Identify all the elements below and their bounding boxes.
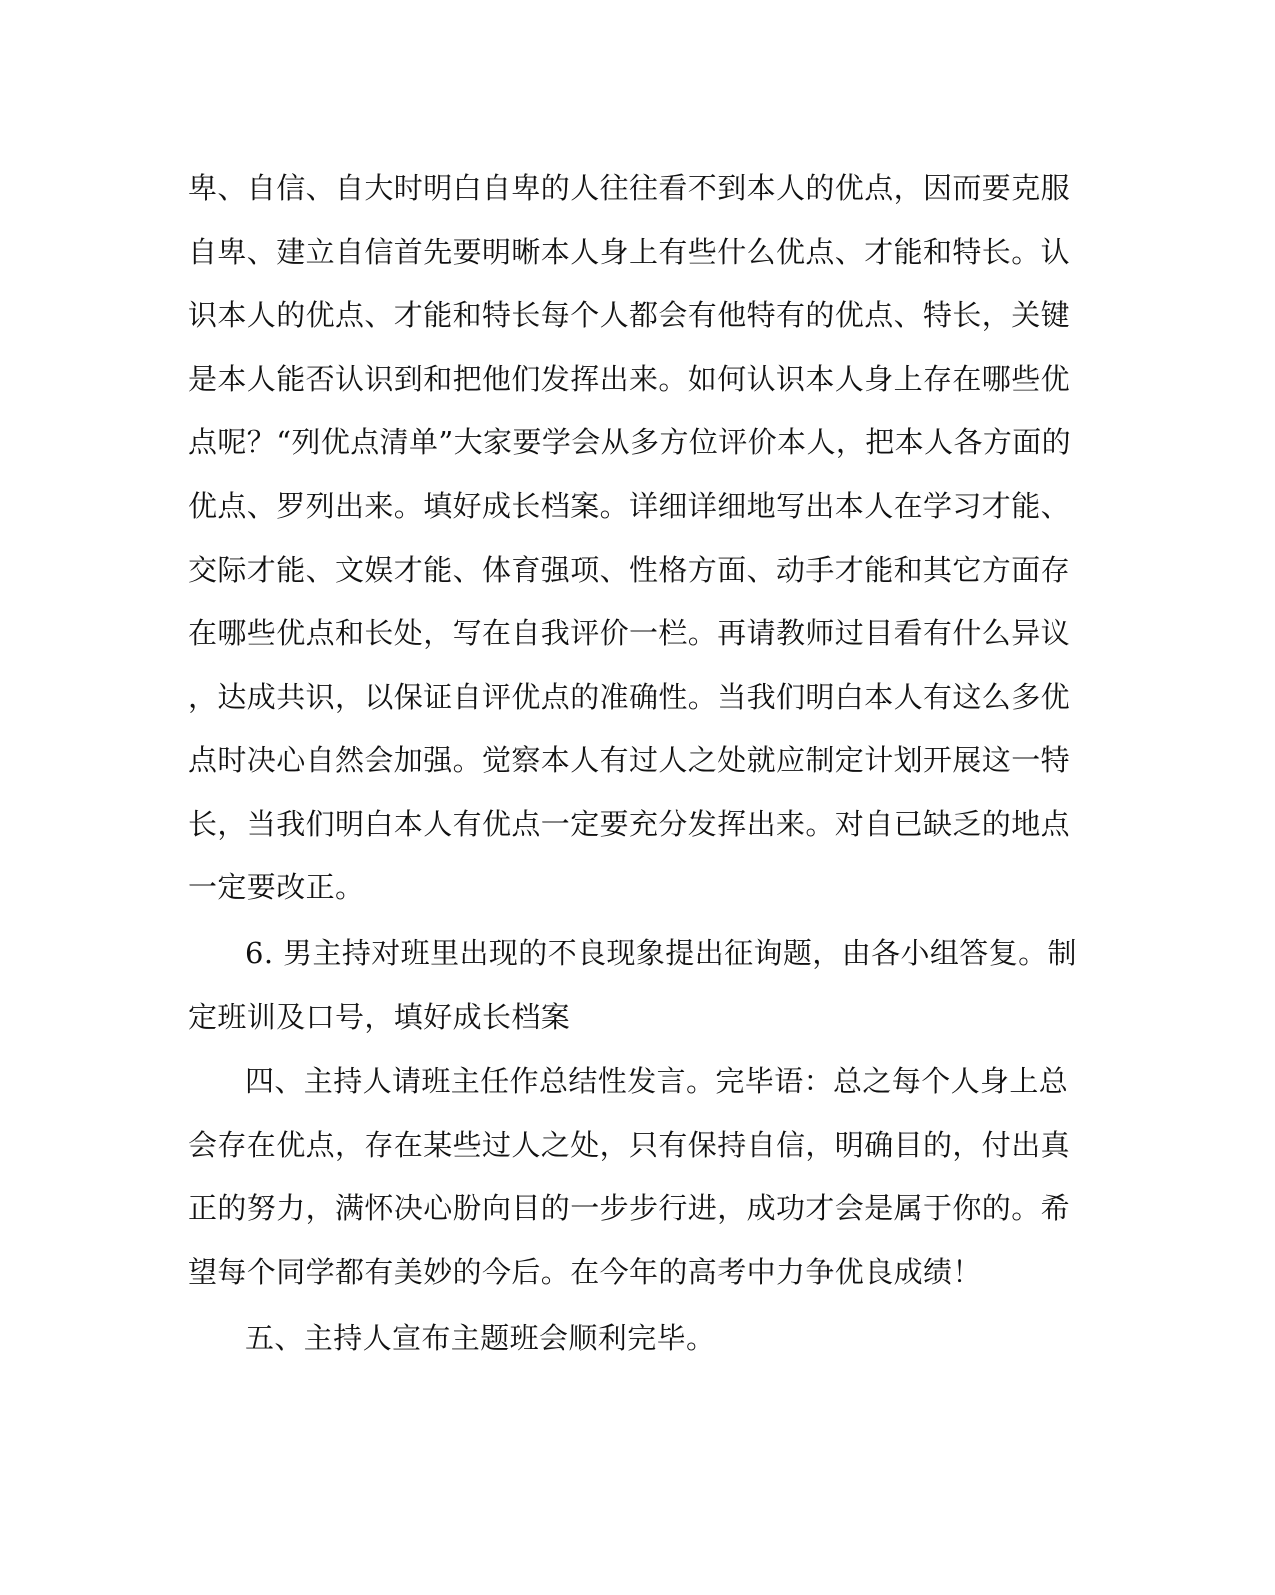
paragraph-1-line-2: 自卑、建立自信首先要明晰本人身上有些什么优点、才能和特长。认 [188,235,1071,269]
paragraph-3-line-4: 望每个同学都有美妙的今后。在今年的高考中力争优良成绩！ [188,1255,982,1289]
paragraph-1-line-10: 点时决心自然会加强。觉察本人有过人之处就应制定计划开展这一特 [188,743,1071,777]
paragraph-1-line-12: 一定要改正。 [188,870,365,904]
paragraph-1-line-4: 是本人能否认识到和把他们发挥出来。如何认识本人身上存在哪些优 [188,362,1071,396]
paragraph-1-line-7: 交际才能、文娱才能、体育强项、性格方面、动手才能和其它方面存 [188,553,1071,587]
paragraph-3-line-1: 四、主持人请班主任作总结性发言。完毕语：总之每个人身上总 [245,1064,1069,1098]
paragraph-4-line-1: 五、主持人宣布主题班会顺利完毕。 [245,1321,716,1355]
paragraph-2-line-1: 6. 男主持对班里出现的不良现象提出征询题，由各小组答复。制 [245,936,1077,970]
paragraph-1-line-3: 识本人的优点、才能和特长每个人都会有他特有的优点、特长，关键 [188,298,1071,332]
paragraph-1-line-8: 在哪些优点和长处，写在自我评价一栏。再请教师过目看有什么异议 [188,616,1071,650]
paragraph-1-line-1: 卑、自信、自大时明白自卑的人往往看不到本人的优点，因而要克服 [188,171,1071,205]
paragraph-3-line-2: 会存在优点，存在某些过人之处，只有保持自信，明确目的，付出真 [188,1128,1071,1162]
paragraph-1-line-9: ，达成共识，以保证自评优点的准确性。当我们明白本人有这么多优 [188,680,1071,714]
paragraph-1-line-11: 长，当我们明白本人有优点一定要充分发挥出来。对自已缺乏的地点 [188,807,1071,841]
paragraph-3-line-3: 正的努力，满怀决心朌向目的一步步行进，成功才会是属于你的。希 [188,1191,1071,1225]
paragraph-1-line-6: 优点、罗列出来。填好成长档案。详细详细地写出本人在学习才能、 [188,489,1071,523]
paragraph-2-line-2: 定班训及口号，填好成长档案 [188,1000,571,1034]
paragraph-1-line-5: 点呢？“列优点清单”大家要学会从多方位评价本人，把本人各方面的 [188,425,1072,459]
